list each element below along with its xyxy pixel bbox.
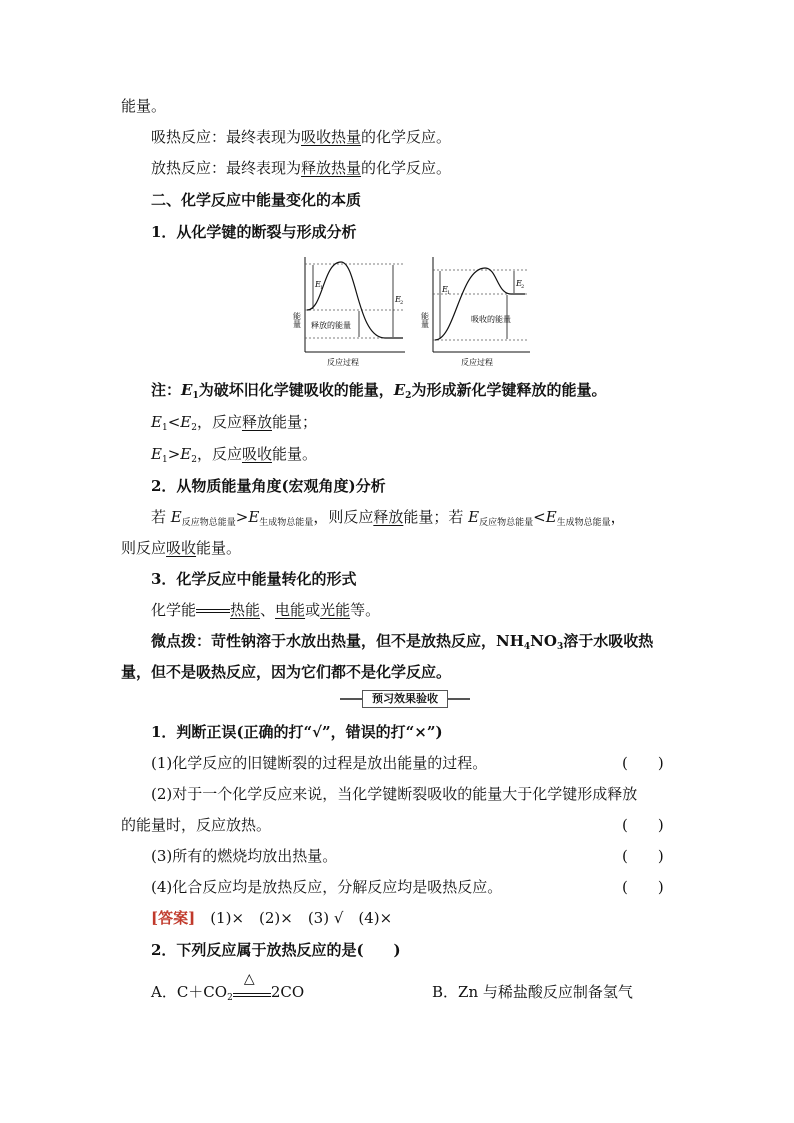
banner-label: 预习效果验收 [362,690,448,708]
y-axis-label: 能量 [292,312,302,328]
x-axis-label: 反应过程 [461,358,493,367]
answer-blank[interactable]: ( ) [622,878,664,896]
endothermic-diagram [421,257,531,367]
exothermic-definition: 放热反应：最终表现为释放热量的化学反应。 [151,159,452,177]
y-axis-label: 能量 [420,312,430,328]
region-label: 释放的能量 [311,321,351,330]
exothermic-diagram [293,257,406,367]
svg-text:2: 2 [521,284,525,290]
energy-forms-line: 化学能 热能、电能或光能等。 [151,601,381,619]
question-1-item-2: (2)对于一个化学反应来说，当化学键断裂吸收的能量大于化学键形成释放 [151,785,638,803]
answer-line: [答案] (1)× (2)× (3) √ (4)× [151,909,393,927]
condition-absorb: $E_1>E_2$，反应吸收能量。 [151,445,317,465]
question-1-item-2-cont: 的能量时，反应放热。 [121,816,272,834]
conversion-arrow [196,600,230,620]
tip-line-2: 量，但不是吸热反应，因为它们都不是化学反应。 [121,663,452,681]
subsection-heading: 2．从物质能量角度(宏观角度)分析 [151,477,386,495]
question-1-item-3: (3)所有的燃烧均放出热量。 [151,847,338,865]
subsection-heading: 3．化学反应中能量转化的形式 [151,570,357,588]
subsection-heading: 1．从化学键的断裂与形成分析 [151,223,357,241]
note-line: 注：$E_1$为破坏旧化学键吸收的能量，$E_2$为形成新化学键释放的能量。 [151,381,607,401]
answer-blank[interactable]: ( ) [622,754,664,772]
question-2: 2．下列反应属于放热反应的是( ) [151,941,401,959]
question-1-item-1: (1)化学反应的旧键断裂的过程是放出能量的过程。 [151,754,488,772]
svg-text:E: E [315,280,321,289]
energy-diagrams [285,252,530,372]
region-label: 吸收的能量 [471,315,511,324]
svg-text:2: 2 [400,300,404,306]
macro-line-2: 则反应吸收能量。 [121,539,242,557]
section-heading: 二、化学反应中能量变化的本质 [151,191,362,209]
section-banner [340,690,470,708]
answer-blank[interactable]: ( ) [622,847,664,865]
tip-line-1: 微点拨：苛性钠溶于水放出热量，但不是放热反应，$NH_4NO_3$溶于水吸收热 [151,632,654,652]
condition-release: $E_1<E_2$，反应释放能量； [151,413,317,433]
svg-text:1: 1 [447,290,451,296]
answer-blank[interactable]: ( ) [622,816,664,834]
text-line: 能量。 [121,97,167,115]
svg-text:E: E [395,295,401,304]
heating-arrow: △ [233,982,271,1002]
x-axis-label: 反应过程 [327,358,359,367]
endothermic-definition: 吸热反应：最终表现为吸收热量的化学反应。 [151,128,452,146]
macro-line-1: 若 $E_{反应物总能量}>E_{生成物总能量}$，则反应释放能量；若 $E_{反应物总能量}<E_{生成物总能量}$， [151,508,626,528]
svg-text:E: E [442,285,448,294]
svg-text:E: E [516,279,522,288]
option-a[interactable]: A．$C+CO_2$ △ 2CO [151,971,305,1003]
question-1: 1．判断正误(正确的打“√”，错误的打“×”) [151,723,443,741]
question-1-item-4: (4)化合反应均是放热反应，分解反应均是吸热反应。 [151,878,503,896]
svg-text:1: 1 [320,285,324,291]
answer-tag: [答案] [151,909,196,927]
option-b[interactable]: B．Zn 与稀盐酸反应制备氢气 [432,983,633,1001]
